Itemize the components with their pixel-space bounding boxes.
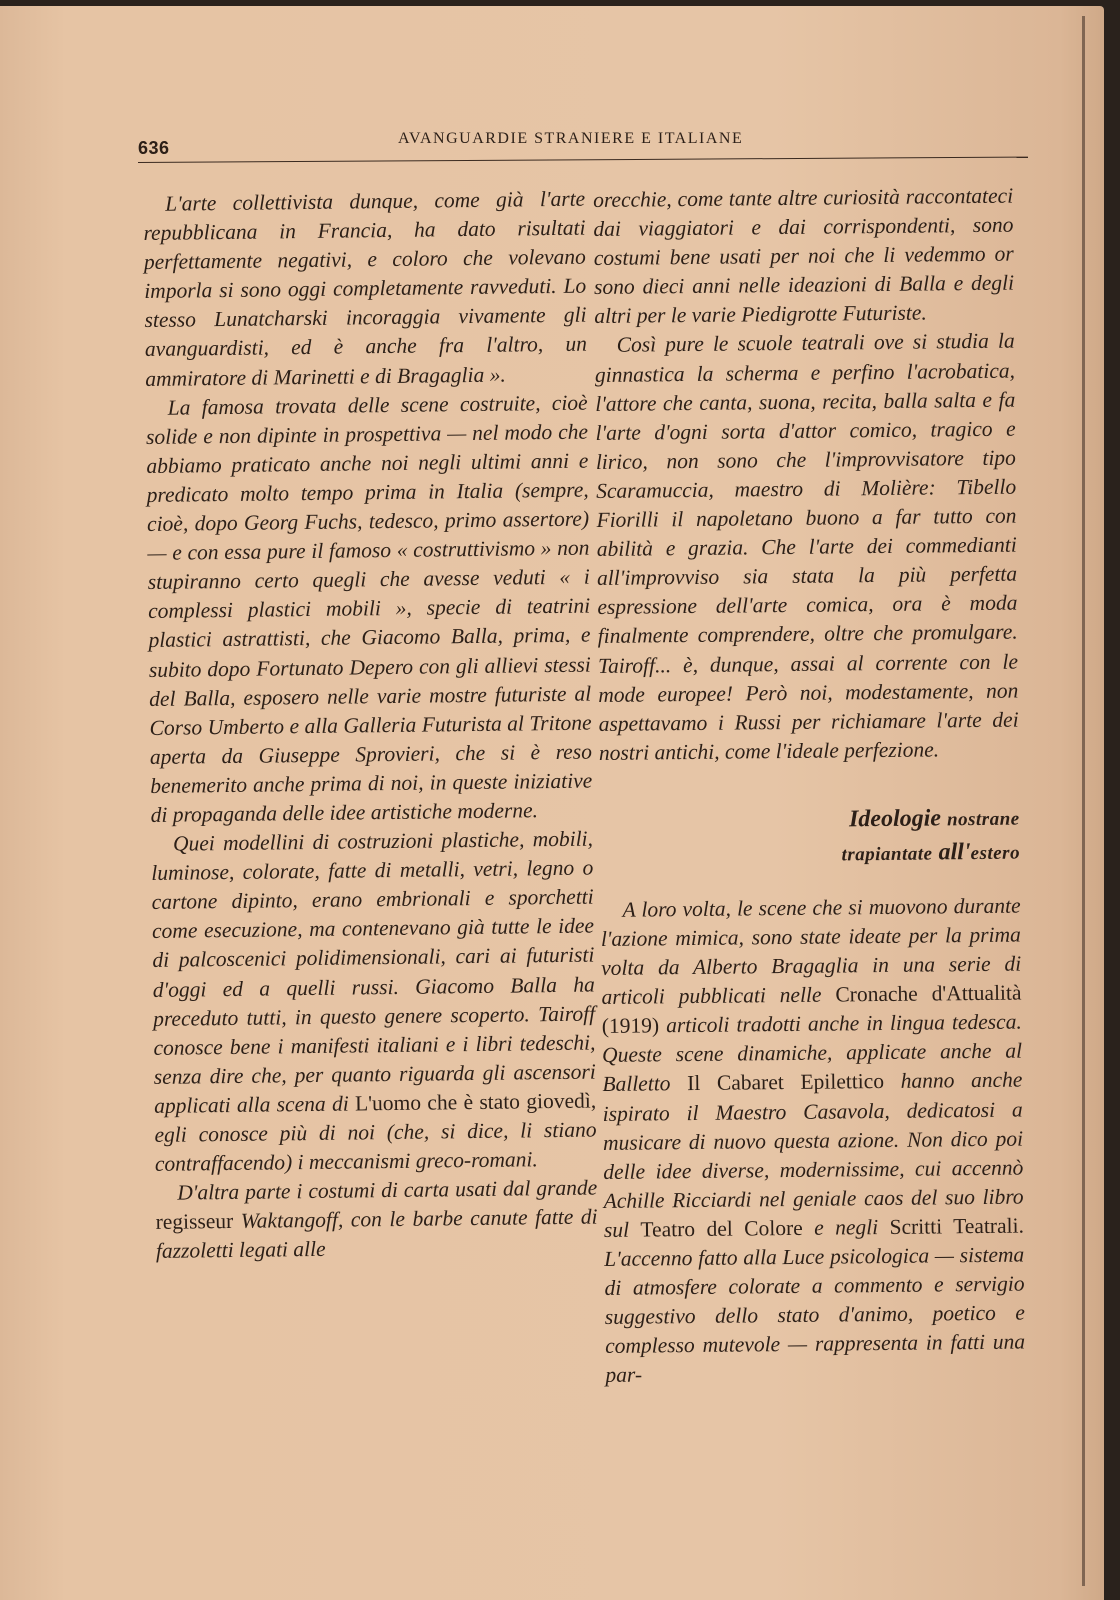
text-run: articoli tradotti anche in lingua tedesca. Queste scene dinamiche, applicate anche al Balletto: [601, 1009, 1023, 1097]
page-edge-shadow: [1082, 16, 1093, 1586]
foreign-word: regisseur: [155, 1209, 234, 1235]
paragraph: [155, 1174, 598, 1267]
work-title: Il Cabaret Epilettico: [687, 1069, 885, 1096]
left-column: [143, 185, 598, 1267]
text-run: Quei modellini di costruzioni plastiche, mobili, luminose, colorate, fatte di metalli, vetri, legno o cartone dipinto, erano embrionali e sporchetti come esecuzione, ma contenevano già tutte le idee di palcoscenici polidimensionali, cari ai futuristi d'oggi ed a quelli russi. Giacomo Balla ha preceduto tutti, in questo genere scoperto. Tairoff conosce bene i manifesti italiani e i libri tedeschi, senza dire che, per quanto riguarda gli ascensori applicati alla scena di: [151, 826, 596, 1118]
work-title: L'uomo che è stato giovedì,: [354, 1088, 597, 1116]
heading-word: Ideologie: [848, 805, 942, 833]
paragraph: [600, 891, 1025, 1390]
text-run: Waktangoff, con le barbe canute fatte di fazzoletti legati alle: [155, 1204, 598, 1264]
heading-word: estero: [970, 842, 1021, 864]
right-column: [593, 182, 1026, 1391]
text-run: e negli: [802, 1214, 890, 1240]
paragraph: L'arte collettivista dunque, come già l'arte repubblicana in Francia, ha dato risultati perfettamente negativi, e coloro che volevano imporla si sono oggi completamente ravveduti. Lo stesso Lunatcharski incoraggia vivamente gli avanguardisti, ed è anche fra l'altro, un ammiratore di Marinetti e di Bragaglia ».: [143, 186, 588, 391]
work-title: Teatro del Colore: [640, 1215, 803, 1242]
paragraph: Così pure le scuole teatrali ove si studia la ginnastica la scherma e perfino l'acrobatica, l'attore che canta, suona, recita, balla salta e fa l'arte d'ogni sorta d'attor comico, tragico e lirico, non sono che l'improvvisatore tipo Scaramuccia, maestro di Molière: Tibello Fiorilli il napoletano buono a far tutto con abilità e grazia. Che l'arte dei commedianti all'improvviso sia stata la più perfetta espressione dell'arte comica, ora è moda finalmente comprendere, oltre che promulgare. Tairoff... è, dunque, assai al corrente con le mode europee! Però noi, modestamente, non aspettavamo i Russi per richiamare l'arte dei nostri antichi, come l'ideale perfezione.: [594, 329, 1019, 765]
text-run: A loro volta, le scene che si muovono durante l'azione mimica, sono state ideate per la prima volta da Alberto Bragaglia in una serie di articoli pubblicati nelle: [600, 893, 1022, 1010]
page-number: 636: [138, 138, 170, 158]
book-page: [0, 6, 1104, 1600]
text-run: L'accenno fatto alla Luce psicologica — sistema di atmosfere colorate a commento e servigio suggestivo dello stato d'animo, poetico e complesso mutevole — rappresenta in fatti una par-: [604, 1242, 1026, 1388]
text-run: egli conosce più di noi (che, si dice, li stiano contraffacendo) i meccanismi greco-romani.: [154, 1117, 597, 1177]
paragraph: [151, 825, 597, 1179]
work-title: Scritti Teatrali.: [889, 1213, 1025, 1239]
text-run: D'altra parte i costumi di carta usati dal grande: [177, 1175, 598, 1205]
heading-word: nostrane: [946, 808, 1020, 831]
running-head: AVANGUARDIE STRANIERE E ITALIANE: [398, 130, 744, 147]
work-title: Cronache d'Attualità (1919): [601, 980, 1022, 1039]
text-run: hanno anche ispirato il Maestro Casavola, dedicatosi a musicare di nuovo questa azione. Non dico poi delle idee diverse, modernissime, cui accennò Achille Ricciardi nel geniale caos del suo libro sul: [602, 1067, 1024, 1242]
paragraph: La famosa trovata delle scene costruite, cioè solide e non dipinte in prospettiva — nel modo che abbiamo praticato anche noi negli ultimi anni e predicato molto tempo prima in Italia (sempre, cioè, dopo Georg Fuchs, tedesco, primo assertore) — e con essa pure il famoso « costruttivismo » non stupiranno certo quegli che avesse veduti « i complessi plastici mobili », specie di teatrini plastici astrattisti, che Giacomo Balla, prima, e subito dopo Fortunato Depero con gli allievi stessi del Balla, esposero nelle varie mostre futuriste al Corso Umberto e alla Galleria Futurista al Tritone aperta da Giuseppe Sprovieri, che si è reso benemerito anche prima di noi, in queste iniziative di propaganda delle idee artistiche moderne.: [145, 390, 593, 827]
section-heading: [599, 801, 1020, 873]
heading-word: trapiantate: [841, 843, 933, 866]
paragraph: orecchie, come tante altre curiosità raccontateci dai viaggiatori e dai corrispondenti, sono costumi bene usati per noi che li vedemmo or sono dieci anni nelle ideazioni di Balla e degli altri per le varie Piedigrotte Futuriste.: [593, 183, 1015, 329]
heading-word: all': [938, 838, 971, 866]
page-header: [138, 130, 1028, 158]
